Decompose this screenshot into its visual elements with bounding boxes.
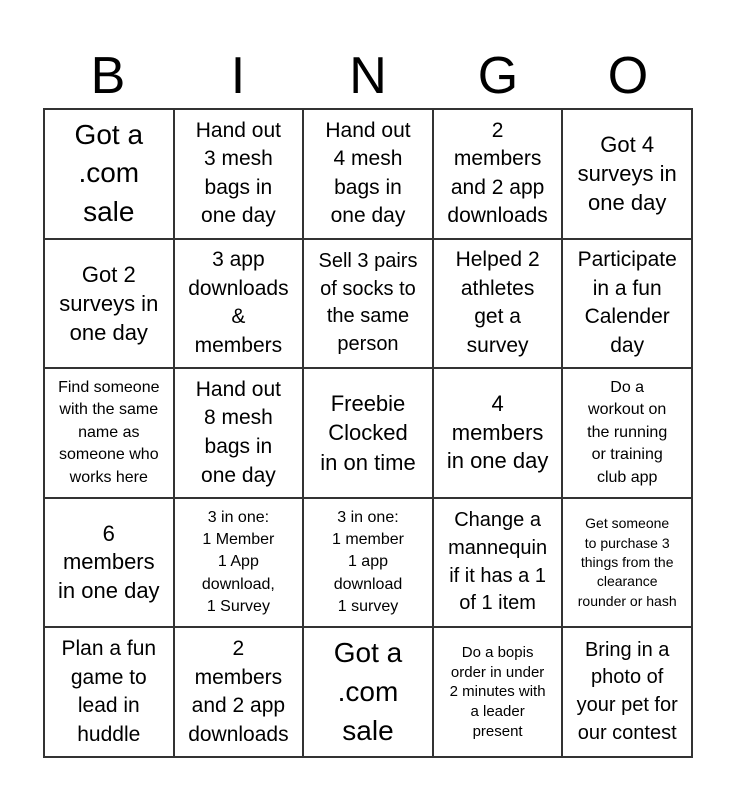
bingo-cell-r1-c2[interactable] xyxy=(174,109,304,239)
bingo-cell-r4-c3[interactable] xyxy=(303,498,433,628)
bingo-cell-r2-c2[interactable] xyxy=(174,239,304,369)
cell-text: 2 members and 2 app downloads xyxy=(188,637,289,746)
cell-text: Hand out 3 mesh bags in one day xyxy=(195,118,281,228)
bingo-cell-r5-c2[interactable] xyxy=(174,627,304,757)
bingo-cell-r3-c1[interactable] xyxy=(44,368,174,498)
cell-text: Helped 2 athletes get a survey xyxy=(455,248,540,357)
cell-text: Participate in a fun Calender day xyxy=(577,248,677,357)
bingo-cell-r2-c1[interactable] xyxy=(44,239,174,369)
bingo-board xyxy=(43,108,693,758)
bingo-cell-r5-c3[interactable] xyxy=(303,627,433,757)
bingo-cell-r1-c4[interactable] xyxy=(433,109,563,239)
cell-text: Got 4 surveys in one day xyxy=(577,131,677,216)
cell-text: Got 2 surveys in one day xyxy=(59,261,159,346)
header-letter-o: O xyxy=(607,47,649,105)
header-letter-g: G xyxy=(477,47,519,105)
cell-text: Do a bopis order in under 2 minutes with a leader present xyxy=(449,644,546,740)
bingo-cell-r4-c4[interactable] xyxy=(433,498,563,628)
cell-text: 3 in one: 1 Member 1 App download, 1 Survey xyxy=(201,508,275,616)
bingo-cell-r3-c4[interactable] xyxy=(433,368,563,498)
bingo-cell-r5-c4[interactable] xyxy=(433,627,563,757)
bingo-cell-r3-c5[interactable] xyxy=(562,368,692,498)
bingo-header xyxy=(43,44,693,108)
bingo-cell-r2-c4[interactable] xyxy=(433,239,563,369)
cell-text: Sell 3 pairs of socks to the same person xyxy=(318,249,418,356)
cell-text: 2 members and 2 app downloads xyxy=(447,118,548,228)
header-letter-n: N xyxy=(349,47,387,105)
cell-text: Do a workout on the running or training club app xyxy=(587,379,668,486)
cell-text: Bring in a photo of your pet for our contest xyxy=(576,638,678,744)
cell-text: Hand out 8 mesh bags in one day xyxy=(195,377,281,487)
cell-text: 6 members in one day xyxy=(58,520,160,603)
bingo-cell-r4-c2[interactable] xyxy=(174,498,304,628)
bingo-cell-r3-c3[interactable] xyxy=(303,368,433,498)
cell-text: Get someone to purchase 3 things from the clearance rounder or hash xyxy=(577,515,677,609)
cell-text: 3 app downloads & members xyxy=(188,248,289,357)
cell-text: 4 members in one day xyxy=(446,391,549,474)
cell-text: Got a .com sale xyxy=(333,637,403,746)
bingo-cell-r2-c5[interactable] xyxy=(562,239,692,369)
header-letter-b: B xyxy=(90,47,126,105)
bingo-cell-r5-c1[interactable] xyxy=(44,627,174,757)
bingo-cell-r5-c5[interactable] xyxy=(562,627,692,757)
cell-text: Hand out 4 mesh bags in one day xyxy=(325,118,411,228)
bingo-cell-r3-c2[interactable] xyxy=(174,368,304,498)
bingo-cell-r2-c3[interactable] xyxy=(303,239,433,369)
bingo-cell-r1-c1[interactable] xyxy=(44,109,174,239)
cell-text: 3 in one: 1 member 1 app download 1 survey xyxy=(331,508,404,616)
cell-text: Freebie Clocked in on time xyxy=(320,391,416,475)
bingo-cell-r1-c3[interactable] xyxy=(303,109,433,239)
cell-text: Change a mannequin if it has a 1 of 1 item xyxy=(448,509,548,615)
bingo-cell-r1-c5[interactable] xyxy=(562,109,692,239)
bingo-cell-r4-c1[interactable] xyxy=(44,498,174,628)
cell-text: Got a .com sale xyxy=(74,118,144,228)
bingo-cell-r4-c5[interactable] xyxy=(562,498,692,628)
cell-text: Find someone with the same name as someone who works here xyxy=(58,379,160,486)
cell-text: Plan a fun game to lead in huddle xyxy=(61,637,157,746)
header-letter-i: I xyxy=(230,47,246,105)
